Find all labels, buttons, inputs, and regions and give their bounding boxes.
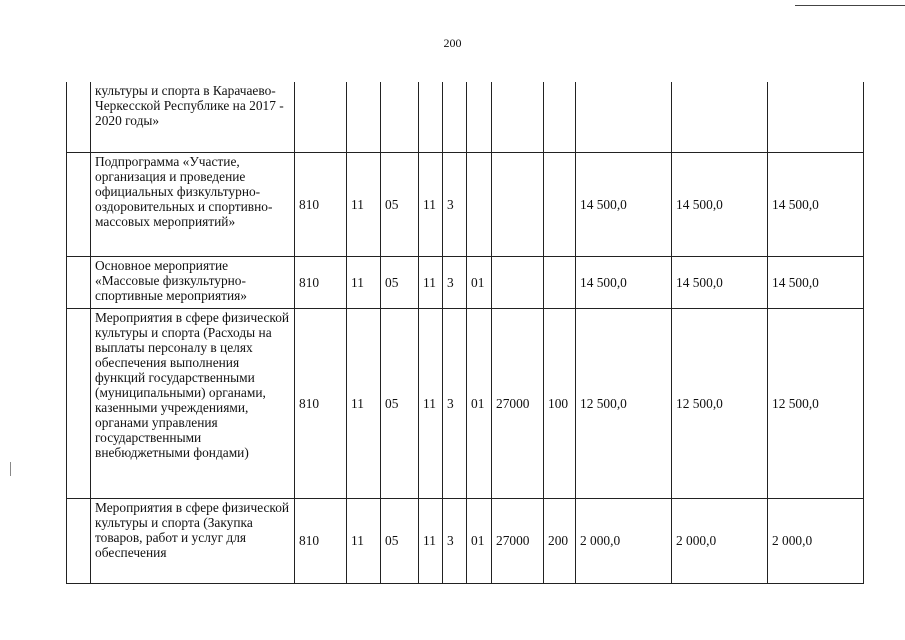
amount-2020-cell: 12 500,0 (768, 308, 864, 498)
program-code-cell: 11 (419, 152, 443, 256)
main-event-code-cell (467, 82, 492, 152)
amount-2018-cell: 2 000,0 (576, 498, 672, 583)
amount-2019-cell: 14 500,0 (672, 152, 768, 256)
ministry-code-cell: 810 (295, 152, 347, 256)
table-row (67, 82, 864, 152)
subsection-code-cell: 05 (381, 308, 419, 498)
main-event-code-cell: 01 (467, 498, 492, 583)
number-cell (67, 82, 91, 152)
amount-2020-cell: 14 500,0 (768, 256, 864, 308)
program-code-cell: 11 (419, 498, 443, 583)
number-cell (67, 498, 91, 583)
amount-2020-cell: 2 000,0 (768, 498, 864, 583)
direction-code-cell (492, 152, 544, 256)
expense-type-cell: 100 (544, 308, 576, 498)
direction-code-cell (492, 82, 544, 152)
amount-2019-cell: 2 000,0 (672, 498, 768, 583)
amount-2018-cell: 12 500,0 (576, 308, 672, 498)
amount-2018-cell: 14 500,0 (576, 152, 672, 256)
ministry-code-cell: 810 (295, 308, 347, 498)
subprogram-code-cell: 3 (443, 256, 467, 308)
program-code-cell: 11 (419, 308, 443, 498)
section-code-cell: 11 (347, 498, 381, 583)
amount-2018-cell: 14 500,0 (576, 256, 672, 308)
direction-code-cell (492, 256, 544, 308)
main-event-code-cell: 01 (467, 256, 492, 308)
direction-code-cell: 27000 (492, 308, 544, 498)
item-name-cell: Мероприятия в сфере физической культуры и спорта (Расходы на выплаты персоналу в целях обеспечения выполнения функций государственными (муниципальными) органами, казенными учреждениями, органами управления государственными внебюджетными фондами) (91, 308, 295, 498)
main-event-code-cell (467, 152, 492, 256)
scan-edge-mark (10, 462, 11, 476)
subprogram-code-cell (443, 82, 467, 152)
subprogram-code-cell: 3 (443, 308, 467, 498)
item-name-cell: Основное мероприятие «Массовые физкультурно-спортивные мероприятия» (91, 256, 295, 308)
item-name-cell: Мероприятия в сфере физической культуры и спорта (Закупка товаров, работ и услуг для обеспечения (91, 498, 295, 583)
expense-type-cell (544, 152, 576, 256)
table-row (67, 256, 864, 308)
section-code-cell (347, 82, 381, 152)
expense-type-cell: 200 (544, 498, 576, 583)
amount-2019-cell: 12 500,0 (672, 308, 768, 498)
subsection-code-cell (381, 82, 419, 152)
main-event-code-cell: 01 (467, 308, 492, 498)
amount-2020-cell (768, 82, 864, 152)
direction-code-cell: 27000 (492, 498, 544, 583)
top-edge-rule (795, 5, 905, 6)
number-cell (67, 152, 91, 256)
amount-2019-cell (672, 82, 768, 152)
section-code-cell: 11 (347, 308, 381, 498)
table-row (67, 308, 864, 498)
subsection-code-cell: 05 (381, 498, 419, 583)
budget-table (66, 82, 864, 584)
amount-2018-cell (576, 82, 672, 152)
number-cell (67, 308, 91, 498)
ministry-code-cell: 810 (295, 256, 347, 308)
subprogram-code-cell: 3 (443, 498, 467, 583)
subsection-code-cell: 05 (381, 256, 419, 308)
table-row (67, 498, 864, 583)
program-code-cell: 11 (419, 256, 443, 308)
subsection-code-cell: 05 (381, 152, 419, 256)
table-row (67, 152, 864, 256)
page-number: 200 (443, 36, 462, 50)
section-code-cell: 11 (347, 152, 381, 256)
item-name-cell: Подпрограмма «Участие, организация и проведение официальных физкультурно-оздоровительных и спортивно-массовых мероприятий» (91, 152, 295, 256)
section-code-cell: 11 (347, 256, 381, 308)
number-cell (67, 256, 91, 308)
expense-type-cell (544, 256, 576, 308)
amount-2020-cell: 14 500,0 (768, 152, 864, 256)
subprogram-code-cell: 3 (443, 152, 467, 256)
ministry-code-cell: 810 (295, 498, 347, 583)
expense-type-cell (544, 82, 576, 152)
amount-2019-cell: 14 500,0 (672, 256, 768, 308)
ministry-code-cell (295, 82, 347, 152)
program-code-cell (419, 82, 443, 152)
item-name-cell: культуры и спорта в Карачаево-Черкесской Республике на 2017 - 2020 годы» (91, 82, 295, 152)
